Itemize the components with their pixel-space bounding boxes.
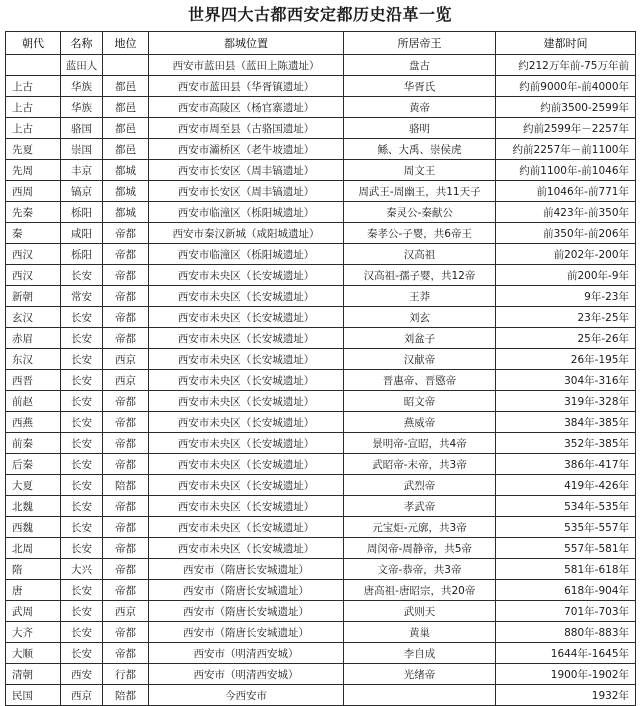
cell-name: 栎阳 bbox=[61, 202, 103, 223]
history-table bbox=[5, 31, 636, 706]
cell-period: 1932年 bbox=[496, 685, 636, 706]
header-name: 名称 bbox=[61, 32, 103, 55]
cell-status: 都邑 bbox=[103, 118, 149, 139]
table-row bbox=[6, 412, 636, 433]
cell-capital-location: 西安市（隋唐长安城遗址） bbox=[149, 580, 344, 601]
cell-dynasty: 大顺 bbox=[6, 643, 61, 664]
cell-status: 帝都 bbox=[103, 559, 149, 580]
header-emperors: 所居帝王 bbox=[344, 32, 496, 55]
cell-dynasty: 上古 bbox=[6, 118, 61, 139]
cell-status: 都邑 bbox=[103, 76, 149, 97]
table-row bbox=[6, 454, 636, 475]
cell-name: 长安 bbox=[61, 580, 103, 601]
cell-status: 帝都 bbox=[103, 496, 149, 517]
cell-status: 西京 bbox=[103, 601, 149, 622]
cell-dynasty: 大夏 bbox=[6, 475, 61, 496]
cell-capital-location: 西安市未央区（长安城遗址） bbox=[149, 265, 344, 286]
cell-period: 约前9000年-前4000年 bbox=[496, 76, 636, 97]
cell-emperors: 唐高祖-唐昭宗，共20帝 bbox=[344, 580, 496, 601]
cell-emperors: 秦孝公-子婴，共6帝王 bbox=[344, 223, 496, 244]
table-row bbox=[6, 55, 636, 76]
cell-dynasty: 西汉 bbox=[6, 244, 61, 265]
table-row bbox=[6, 328, 636, 349]
cell-emperors: 元宝炬-元廓，共3帝 bbox=[344, 517, 496, 538]
cell-status: 西京 bbox=[103, 349, 149, 370]
cell-period: 9年-23年 bbox=[496, 286, 636, 307]
cell-name: 长安 bbox=[61, 328, 103, 349]
cell-dynasty: 北周 bbox=[6, 538, 61, 559]
cell-dynasty: 西汉 bbox=[6, 265, 61, 286]
cell-status: 帝都 bbox=[103, 244, 149, 265]
table-row bbox=[6, 643, 636, 664]
cell-name: 蓝田人 bbox=[61, 55, 103, 76]
cell-period: 26年-195年 bbox=[496, 349, 636, 370]
cell-capital-location: 西安市未央区（长安城遗址） bbox=[149, 349, 344, 370]
cell-status: 帝都 bbox=[103, 412, 149, 433]
cell-name: 长安 bbox=[61, 622, 103, 643]
cell-status: 帝都 bbox=[103, 454, 149, 475]
table-row bbox=[6, 202, 636, 223]
cell-period: 581年-618年 bbox=[496, 559, 636, 580]
cell-period: 前200年-9年 bbox=[496, 265, 636, 286]
cell-name: 栎阳 bbox=[61, 244, 103, 265]
cell-period: 535年-557年 bbox=[496, 517, 636, 538]
cell-period: 419年-426年 bbox=[496, 475, 636, 496]
cell-dynasty: 秦 bbox=[6, 223, 61, 244]
cell-emperors: 文帝-恭帝，共3帝 bbox=[344, 559, 496, 580]
cell-period: 前423年-前350年 bbox=[496, 202, 636, 223]
cell-emperors: 周武王-周幽王，共11天子 bbox=[344, 181, 496, 202]
cell-emperors: 昭文帝 bbox=[344, 391, 496, 412]
table-row bbox=[6, 496, 636, 517]
cell-period: 约前2257年－前1100年 bbox=[496, 139, 636, 160]
cell-emperors: 武昭帝-末帝，共3帝 bbox=[344, 454, 496, 475]
cell-capital-location: 西安市（隋唐长安城遗址） bbox=[149, 622, 344, 643]
cell-capital-location: 西安市未央区（长安城遗址） bbox=[149, 433, 344, 454]
cell-name: 骆国 bbox=[61, 118, 103, 139]
cell-name: 长安 bbox=[61, 475, 103, 496]
cell-period: 384年-385年 bbox=[496, 412, 636, 433]
cell-period: 701年-703年 bbox=[496, 601, 636, 622]
cell-capital-location: 西安市灞桥区（老牛坡遗址） bbox=[149, 139, 344, 160]
header-status: 地位 bbox=[103, 32, 149, 55]
cell-dynasty: 新朝 bbox=[6, 286, 61, 307]
cell-status: 都邑 bbox=[103, 97, 149, 118]
cell-capital-location: 西安市周至县（古骆国遗址） bbox=[149, 118, 344, 139]
cell-capital-location: 西安市蓝田县（华胥镇遗址） bbox=[149, 76, 344, 97]
cell-emperors: 周文王 bbox=[344, 160, 496, 181]
cell-period: 前202年-200年 bbox=[496, 244, 636, 265]
cell-period: 1900年-1902年 bbox=[496, 664, 636, 685]
cell-emperors: 刘盆子 bbox=[344, 328, 496, 349]
cell-status: 帝都 bbox=[103, 223, 149, 244]
cell-capital-location: 西安市秦汉新城（咸阳城遗址） bbox=[149, 223, 344, 244]
table-row bbox=[6, 286, 636, 307]
cell-name: 华族 bbox=[61, 97, 103, 118]
table-row bbox=[6, 433, 636, 454]
table-row bbox=[6, 118, 636, 139]
cell-status: 帝都 bbox=[103, 433, 149, 454]
cell-period: 352年-385年 bbox=[496, 433, 636, 454]
cell-name: 长安 bbox=[61, 643, 103, 664]
table-row bbox=[6, 160, 636, 181]
table-row bbox=[6, 181, 636, 202]
cell-name: 长安 bbox=[61, 496, 103, 517]
cell-status: 帝都 bbox=[103, 391, 149, 412]
cell-emperors: 周闵帝-周静帝，共5帝 bbox=[344, 538, 496, 559]
cell-dynasty: 上古 bbox=[6, 76, 61, 97]
cell-status: 帝都 bbox=[103, 265, 149, 286]
cell-dynasty: 唐 bbox=[6, 580, 61, 601]
table-row bbox=[6, 97, 636, 118]
cell-name: 长安 bbox=[61, 601, 103, 622]
cell-capital-location: 西安市高陵区（杨官寨遗址） bbox=[149, 97, 344, 118]
cell-name: 长安 bbox=[61, 433, 103, 454]
cell-emperors: 武则天 bbox=[344, 601, 496, 622]
cell-emperors: 刘玄 bbox=[344, 307, 496, 328]
cell-capital-location: 西安市未央区（长安城遗址） bbox=[149, 517, 344, 538]
cell-capital-location: 西安市未央区（长安城遗址） bbox=[149, 475, 344, 496]
cell-status: 西京 bbox=[103, 370, 149, 391]
table-row bbox=[6, 223, 636, 244]
table-row bbox=[6, 664, 636, 685]
table-row bbox=[6, 76, 636, 97]
cell-dynasty: 后秦 bbox=[6, 454, 61, 475]
table-row bbox=[6, 349, 636, 370]
cell-name: 长安 bbox=[61, 265, 103, 286]
cell-capital-location: 西安市临潼区（栎阳城遗址） bbox=[149, 244, 344, 265]
cell-period: 约前3500-2599年 bbox=[496, 97, 636, 118]
cell-emperors: 燕威帝 bbox=[344, 412, 496, 433]
cell-emperors: 黄巢 bbox=[344, 622, 496, 643]
table-row bbox=[6, 622, 636, 643]
cell-capital-location: 西安市（隋唐长安城遗址） bbox=[149, 601, 344, 622]
cell-capital-location: 西安市（明清西安城） bbox=[149, 664, 344, 685]
cell-period: 1644年-1645年 bbox=[496, 643, 636, 664]
cell-capital-location: 西安市未央区（长安城遗址） bbox=[149, 370, 344, 391]
cell-capital-location: 西安市未央区（长安城遗址） bbox=[149, 496, 344, 517]
cell-period: 534年-535年 bbox=[496, 496, 636, 517]
cell-name: 长安 bbox=[61, 517, 103, 538]
cell-capital-location: 西安市未央区（长安城遗址） bbox=[149, 454, 344, 475]
cell-status: 都城 bbox=[103, 202, 149, 223]
cell-capital-location: 西安市长安区（周丰镐遗址） bbox=[149, 181, 344, 202]
cell-dynasty: 前赵 bbox=[6, 391, 61, 412]
cell-emperors: 盘古 bbox=[344, 55, 496, 76]
cell-dynasty: 大齐 bbox=[6, 622, 61, 643]
cell-status: 都城 bbox=[103, 181, 149, 202]
cell-dynasty: 武周 bbox=[6, 601, 61, 622]
cell-emperors: 汉献帝 bbox=[344, 349, 496, 370]
cell-dynasty: 前秦 bbox=[6, 433, 61, 454]
cell-status: 陪都 bbox=[103, 475, 149, 496]
cell-dynasty: 先夏 bbox=[6, 139, 61, 160]
cell-dynasty: 清朝 bbox=[6, 664, 61, 685]
cell-capital-location: 西安市未央区（长安城遗址） bbox=[149, 412, 344, 433]
cell-status: 帝都 bbox=[103, 643, 149, 664]
cell-emperors: 晋惠帝、晋愍帝 bbox=[344, 370, 496, 391]
cell-name: 常安 bbox=[61, 286, 103, 307]
cell-capital-location: 今西安市 bbox=[149, 685, 344, 706]
cell-dynasty: 西周 bbox=[6, 181, 61, 202]
cell-emperors: 王莽 bbox=[344, 286, 496, 307]
cell-status: 都城 bbox=[103, 160, 149, 181]
cell-status: 帝都 bbox=[103, 286, 149, 307]
cell-status: 帝都 bbox=[103, 622, 149, 643]
cell-emperors: 景明帝-宣昭，共4帝 bbox=[344, 433, 496, 454]
cell-period: 25年-26年 bbox=[496, 328, 636, 349]
cell-period: 618年-904年 bbox=[496, 580, 636, 601]
cell-status: 都邑 bbox=[103, 139, 149, 160]
cell-dynasty: 北魏 bbox=[6, 496, 61, 517]
cell-capital-location: 西安市未央区（长安城遗址） bbox=[149, 538, 344, 559]
cell-capital-location: 西安市未央区（长安城遗址） bbox=[149, 286, 344, 307]
cell-dynasty: 西燕 bbox=[6, 412, 61, 433]
cell-name: 崇国 bbox=[61, 139, 103, 160]
table-row bbox=[6, 244, 636, 265]
header-period: 建都时间 bbox=[496, 32, 636, 55]
cell-period: 约212万年前-75万年前 bbox=[496, 55, 636, 76]
cell-name: 长安 bbox=[61, 349, 103, 370]
cell-period: 304年-316年 bbox=[496, 370, 636, 391]
header-capital-location: 都城位置 bbox=[149, 32, 344, 55]
cell-name: 丰京 bbox=[61, 160, 103, 181]
cell-emperors: 秦灵公-秦献公 bbox=[344, 202, 496, 223]
cell-name: 长安 bbox=[61, 391, 103, 412]
table-row bbox=[6, 580, 636, 601]
cell-dynasty: 先秦 bbox=[6, 202, 61, 223]
table-row bbox=[6, 685, 636, 706]
table-row bbox=[6, 307, 636, 328]
cell-dynasty: 西魏 bbox=[6, 517, 61, 538]
cell-capital-location: 西安市未央区（长安城遗址） bbox=[149, 307, 344, 328]
cell-period: 23年-25年 bbox=[496, 307, 636, 328]
cell-period: 557年-581年 bbox=[496, 538, 636, 559]
cell-name: 大兴 bbox=[61, 559, 103, 580]
cell-emperors: 黄帝 bbox=[344, 97, 496, 118]
cell-capital-location: 西安市（明清西安城） bbox=[149, 643, 344, 664]
cell-name: 华族 bbox=[61, 76, 103, 97]
cell-emperors: 骆明 bbox=[344, 118, 496, 139]
cell-status: 帝都 bbox=[103, 538, 149, 559]
cell-period: 319年-328年 bbox=[496, 391, 636, 412]
cell-dynasty: 隋 bbox=[6, 559, 61, 580]
cell-period: 880年-883年 bbox=[496, 622, 636, 643]
cell-name: 长安 bbox=[61, 412, 103, 433]
cell-emperors: 孝武帝 bbox=[344, 496, 496, 517]
cell-name: 西京 bbox=[61, 685, 103, 706]
cell-dynasty: 上古 bbox=[6, 97, 61, 118]
cell-status: 帝都 bbox=[103, 328, 149, 349]
cell-name: 镐京 bbox=[61, 181, 103, 202]
cell-emperors: 武烈帝 bbox=[344, 475, 496, 496]
cell-capital-location: 西安市（隋唐长安城遗址） bbox=[149, 559, 344, 580]
table-row bbox=[6, 538, 636, 559]
table-row bbox=[6, 517, 636, 538]
cell-dynasty: 先周 bbox=[6, 160, 61, 181]
cell-capital-location: 西安市未央区（长安城遗址） bbox=[149, 391, 344, 412]
cell-status bbox=[103, 55, 149, 76]
cell-dynasty: 赤眉 bbox=[6, 328, 61, 349]
header-dynasty: 朝代 bbox=[6, 32, 61, 55]
cell-emperors: 华胥氏 bbox=[344, 76, 496, 97]
table-row bbox=[6, 601, 636, 622]
cell-name: 长安 bbox=[61, 307, 103, 328]
cell-name: 长安 bbox=[61, 370, 103, 391]
table-title: 世界四大古都西安定都历史沿革一览 bbox=[187, 5, 452, 24]
cell-emperors bbox=[344, 685, 496, 706]
cell-emperors: 李自成 bbox=[344, 643, 496, 664]
table-row bbox=[6, 139, 636, 160]
cell-status: 陪都 bbox=[103, 685, 149, 706]
cell-period: 约前1100年-前1046年 bbox=[496, 160, 636, 181]
cell-status: 帝都 bbox=[103, 580, 149, 601]
cell-dynasty: 民国 bbox=[6, 685, 61, 706]
cell-emperors: 鲧、大禹、崇侯虎 bbox=[344, 139, 496, 160]
cell-dynasty: 西晋 bbox=[6, 370, 61, 391]
cell-name: 长安 bbox=[61, 538, 103, 559]
cell-status: 行都 bbox=[103, 664, 149, 685]
cell-dynasty: 玄汉 bbox=[6, 307, 61, 328]
cell-period: 前350年-前206年 bbox=[496, 223, 636, 244]
cell-period: 386年-417年 bbox=[496, 454, 636, 475]
table-row bbox=[6, 370, 636, 391]
cell-name: 长安 bbox=[61, 454, 103, 475]
table-row bbox=[6, 391, 636, 412]
cell-dynasty: 东汉 bbox=[6, 349, 61, 370]
cell-capital-location: 西安市长安区（周丰镐遗址） bbox=[149, 160, 344, 181]
cell-dynasty bbox=[6, 55, 61, 76]
cell-capital-location: 西安市未央区（长安城遗址） bbox=[149, 328, 344, 349]
cell-capital-location: 西安市蓝田县（蓝田上陈遗址） bbox=[149, 55, 344, 76]
cell-period: 约前2599年－2257年 bbox=[496, 118, 636, 139]
cell-period: 前1046年-前771年 bbox=[496, 181, 636, 202]
cell-emperors: 汉高祖-孺子婴，共12帝 bbox=[344, 265, 496, 286]
cell-status: 帝都 bbox=[103, 307, 149, 328]
cell-name: 西安 bbox=[61, 664, 103, 685]
header-row bbox=[6, 32, 636, 55]
table-row bbox=[6, 265, 636, 286]
table-row bbox=[6, 559, 636, 580]
cell-capital-location: 西安市临潼区（栎阳城遗址） bbox=[149, 202, 344, 223]
table-body bbox=[6, 55, 636, 706]
cell-status: 帝都 bbox=[103, 517, 149, 538]
cell-emperors: 光绪帝 bbox=[344, 664, 496, 685]
cell-name: 咸阳 bbox=[61, 223, 103, 244]
cell-emperors: 汉高祖 bbox=[344, 244, 496, 265]
table-row bbox=[6, 475, 636, 496]
